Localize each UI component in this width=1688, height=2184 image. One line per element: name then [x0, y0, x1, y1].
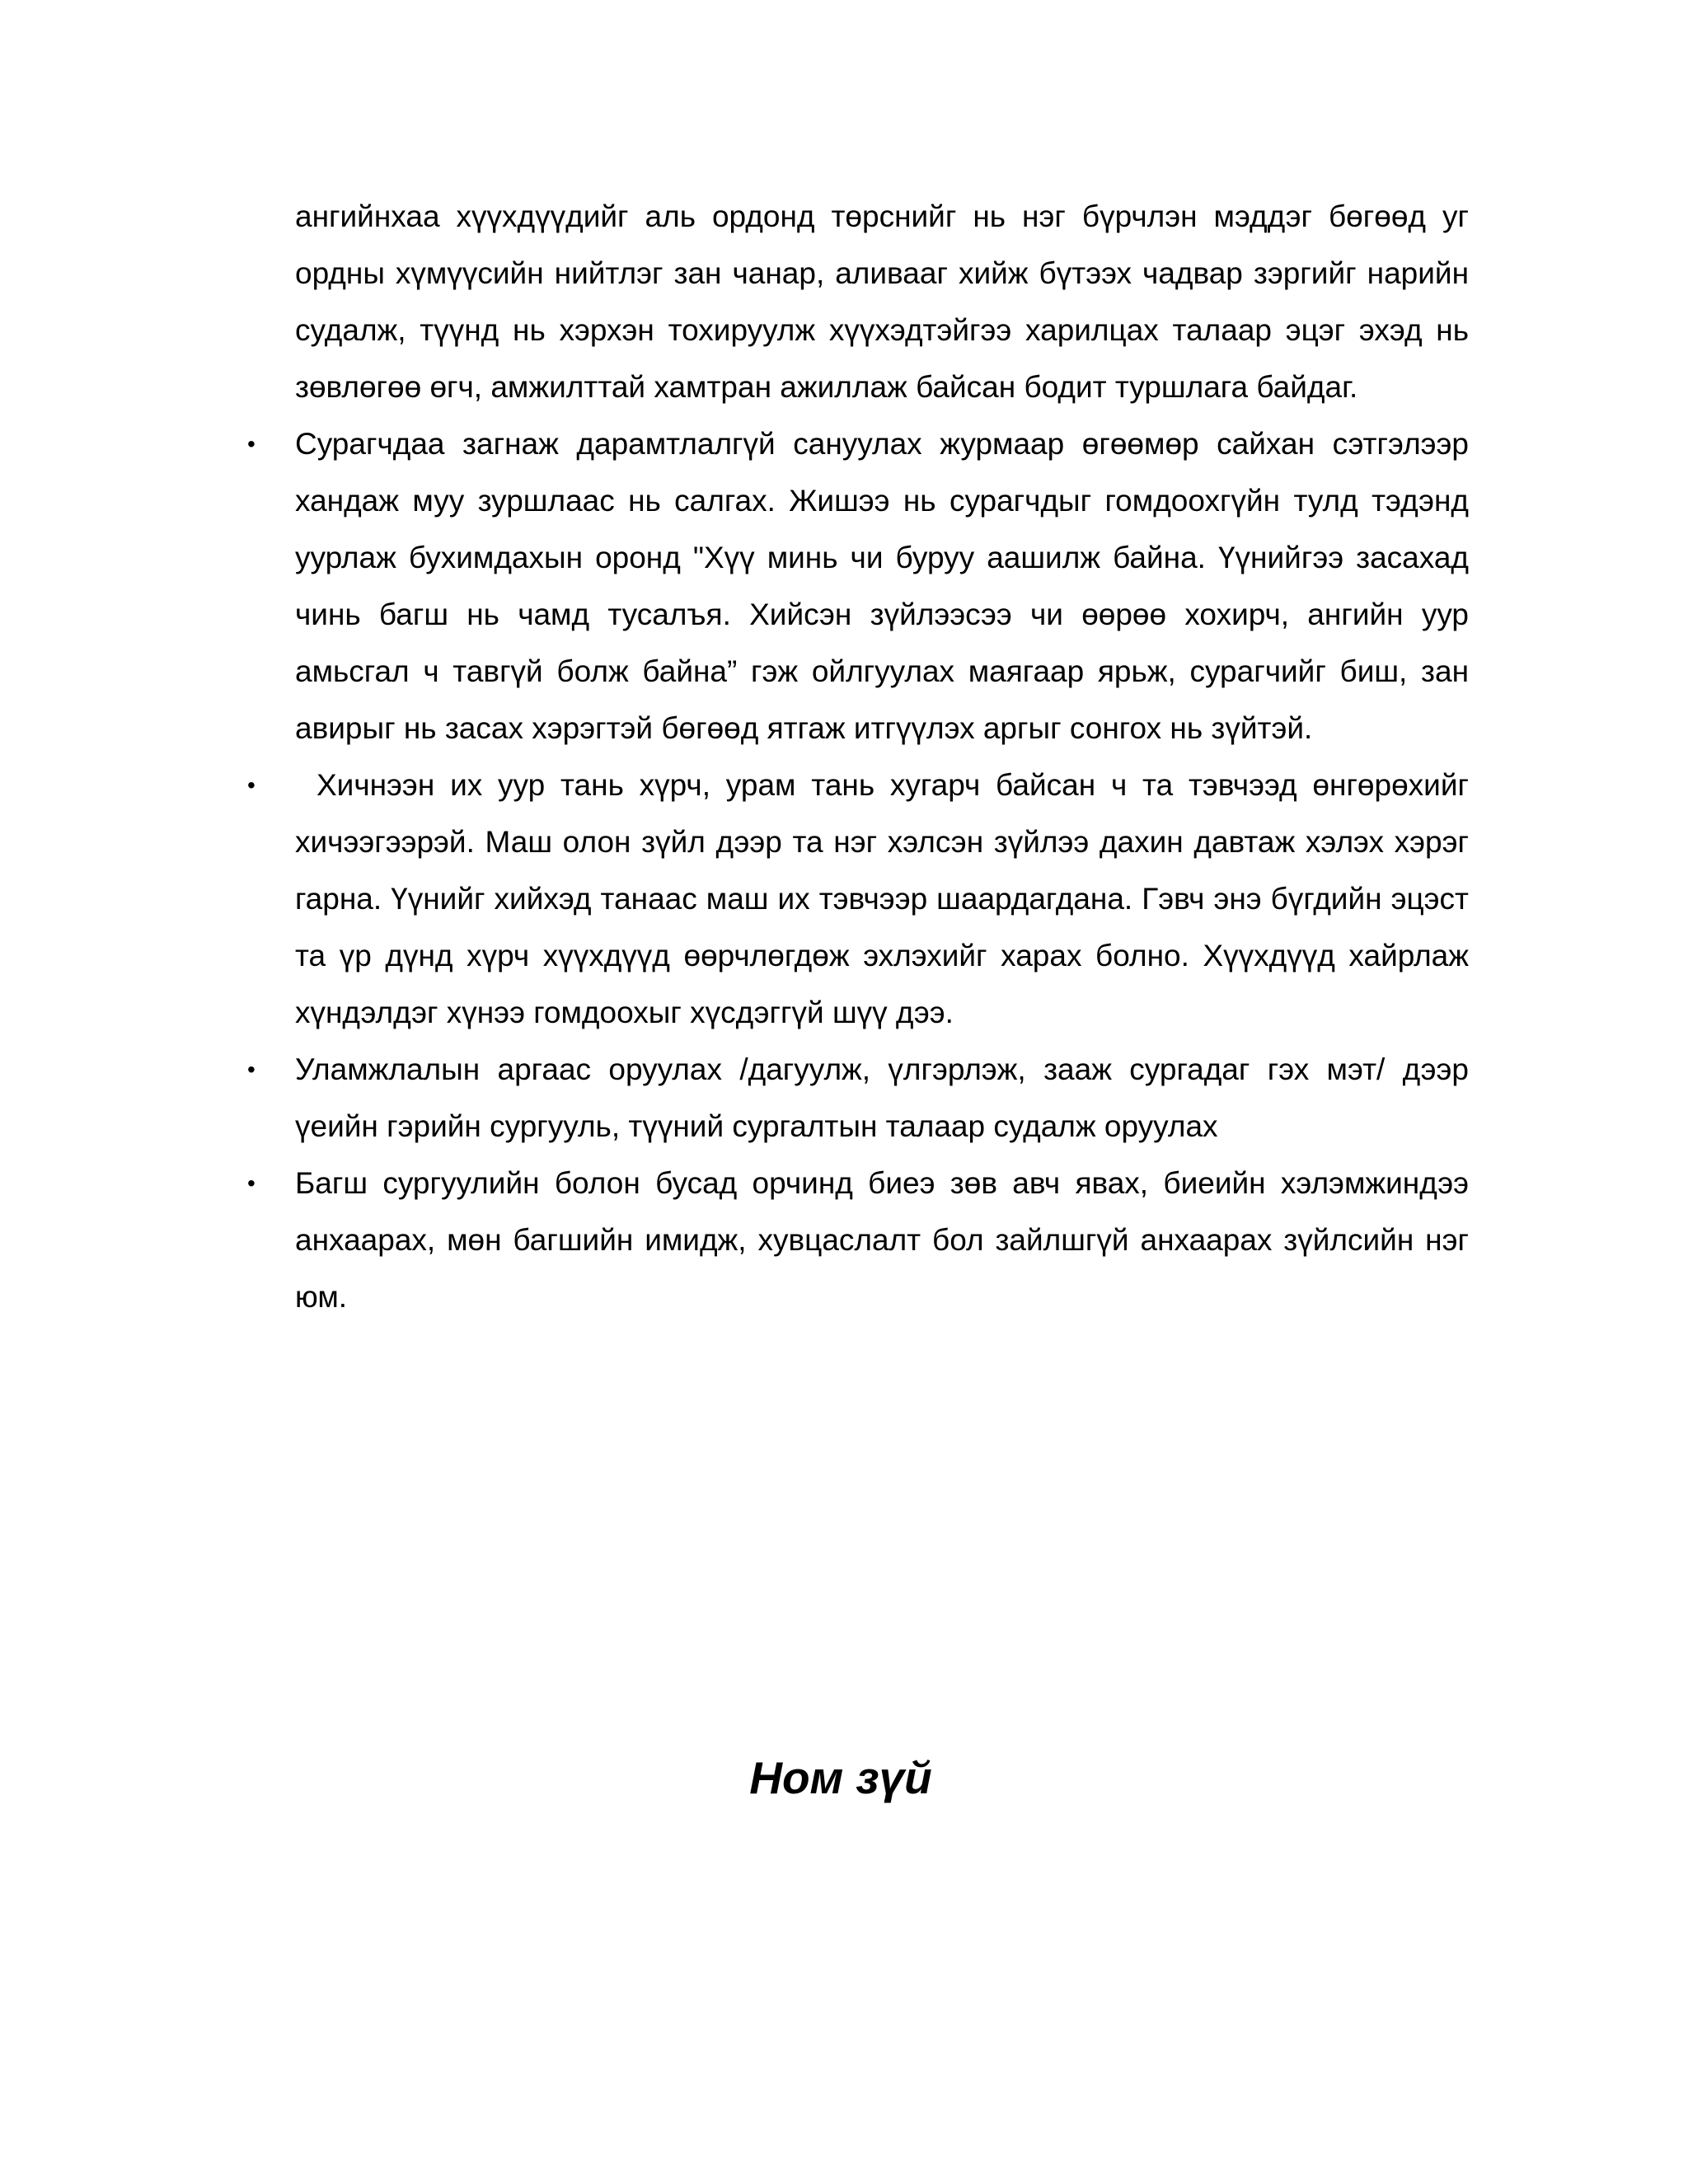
list-item	[247, 415, 1469, 757]
bullet-icon: •	[247, 1170, 256, 1196]
intro-paragraph: ангийнхаа хүүхдүүдийг аль ордонд төрснийг нь нэг бүрчлэн мэддэг бөгөөд уг ордны хүмүүсийн нийтлэг зан чанар, аливааг хийж бүтээх чадвар зэргийг нарийн судалж, түүнд нь хэрхэн тохируулж хүүхэдтэйгээ харилцах талаар эцэг эхэд нь зөвлөгөө өгч, амжилттай хамтран ажиллаж байсан бодит туршлага байдаг.	[295, 199, 1469, 404]
list-item-text: Сурагчдаа загнаж дарамтлалгүй сануулах журмаар өгөөмөр сайхан сэтгэлээр хандаж муу зуршлаас нь салгах. Жишээ нь сурагчдыг гомдоохгүйн тулд тэдэнд уурлаж бухимдахын оронд "Хүү минь чи буруу аашилж байна. Үүнийгээ засахад чинь багш нь чамд тусалъя. Хийсэн зүйлээсээ чи өөрөө хохирч, ангийн уур амьсгал ч тавгүй болж байна” гэж ойлгуулах маягаар ярьж, сурагчийг биш, зан авирыг нь засах хэрэгтэй бөгөөд ятгаж итгүүлэх аргыг сонгох нь зүйтэй.	[295, 427, 1469, 745]
bibliography-heading: Ном зүй	[749, 1752, 932, 1803]
list-item	[247, 1041, 1469, 1155]
bullet-list	[247, 415, 1469, 1325]
list-item-text: Уламжлалын аргаас оруулах /дагуулж, үлгэрлэж, зааж сургадаг гэх мэт/ дээр үеийн гэрийн сургууль, түүний сургалтын талаар судалж оруулах	[295, 1052, 1469, 1143]
list-item	[247, 757, 1469, 1041]
bullet-icon: •	[247, 772, 256, 798]
document-body	[247, 188, 1469, 1325]
bullet-icon: •	[247, 431, 256, 457]
bullet-icon: •	[247, 1057, 256, 1082]
list-item-text: Багш сургуулийн болон бусад орчинд биеэ зөв авч явах, биеийн хэлэмжиндээ анхаарах, мөн багшийн имидж, хувцаслалт бол зайлшгүй анхаарах зүйлсийн нэг юм.	[295, 1166, 1469, 1314]
list-item	[247, 1155, 1469, 1325]
list-item-text: Хичнээн их уур тань хүрч, урам тань хугарч байсан ч та тэвчээд өнгөрөхийг хичээгээрэй. Маш олон зүйл дээр та нэг хэлсэн зүйлээ дахин давтаж хэлэх хэрэг гарна. Үүнийг хийхэд танаас маш их тэвчээр шаардагдана. Гэвч энэ бүгдийн эцэст та үр дүнд хүрч хүүхдүүд өөрчлөгдөж эхлэхийг харах болно. Хүүхдүүд хайрлаж хүндэлдэг хүнээ гомдоохыг хүсдэггүй шүү дээ.	[295, 768, 1469, 1029]
